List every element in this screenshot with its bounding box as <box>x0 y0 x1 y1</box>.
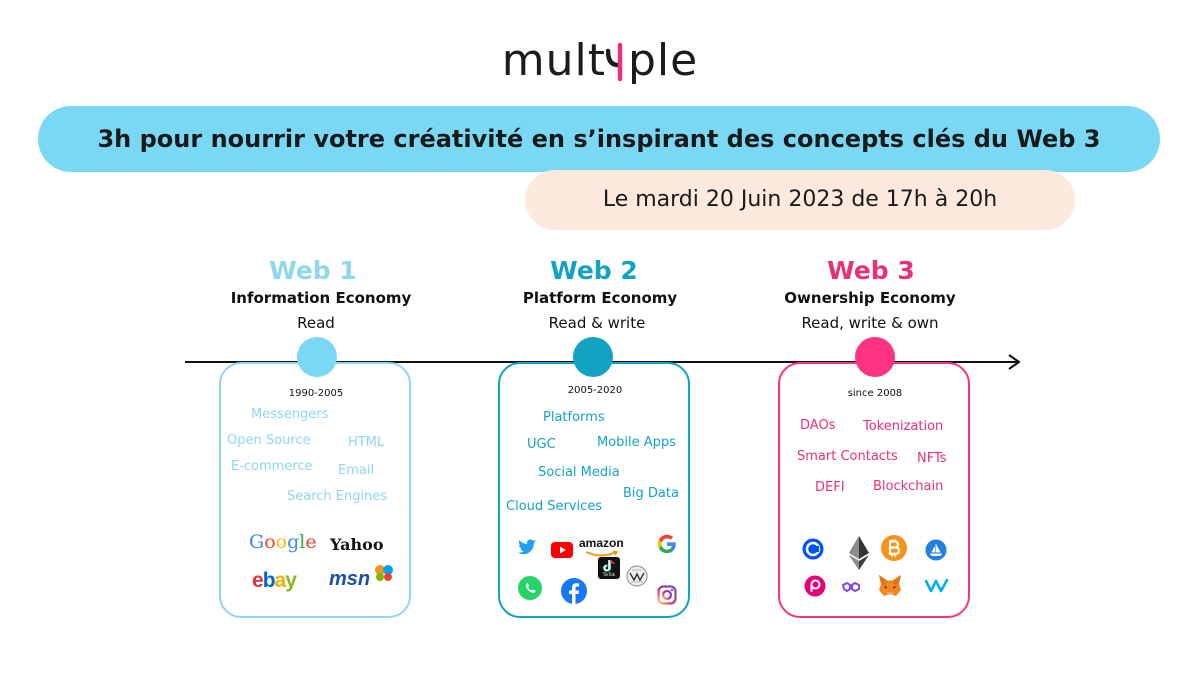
logo-text-left: mult <box>501 35 606 86</box>
web2-keyword: Mobile Apps <box>597 435 676 450</box>
google-logo: Google <box>249 531 317 553</box>
banner-title: 3h pour nourrir votre créativité en s’inspirant des concepts clés du Web 3 <box>97 125 1101 153</box>
web1-period: 1990-2005 <box>288 388 344 399</box>
web2-keyword: Big Data <box>623 486 679 501</box>
google-g-icon <box>656 533 678 555</box>
web2-keyword: Cloud Services <box>506 499 603 514</box>
coinbase-icon <box>802 538 824 560</box>
ethereum-icon <box>848 536 870 570</box>
tiktok-label: TikTok <box>602 572 616 577</box>
web3-keyword: Tokenization <box>863 419 944 434</box>
ebay-logo: ebay <box>252 569 296 592</box>
google-icon <box>656 533 678 561</box>
web2-period: 2005-2020 <box>567 385 623 396</box>
web3-period: since 2008 <box>847 388 903 399</box>
logo-text-right: ple <box>628 35 699 86</box>
web1-keyword: Email <box>338 463 375 478</box>
wikipedia-icon <box>626 565 648 587</box>
amazon-logo-text: amazon <box>579 536 624 550</box>
web1-keyword: E-commerce <box>231 459 313 474</box>
web3-timeline-dot <box>855 337 895 377</box>
web3-keyword: NFTs <box>917 451 947 466</box>
msn-logo-text: msn <box>329 568 371 590</box>
web1-keyword: Open Source <box>227 433 311 448</box>
web2-keyword: Platforms <box>543 410 605 425</box>
arrow-right-icon <box>1005 353 1023 371</box>
web1-title: Web 1 <box>269 256 357 285</box>
web2-keyword: Social Media <box>538 465 620 480</box>
msn-logo <box>329 568 370 591</box>
amazon-logo <box>579 536 624 550</box>
web3-title: Web 3 <box>827 256 915 285</box>
web1-timeline-dot <box>297 337 337 377</box>
web2-title: Web 2 <box>550 256 638 285</box>
web1-keyword: HTML <box>348 435 385 450</box>
web3-mode: Read, write & own <box>801 314 939 332</box>
youtube-icon <box>551 542 573 558</box>
metamask-icon <box>877 574 903 598</box>
bitcoin-icon <box>880 534 908 562</box>
web2-economy: Platform Economy <box>522 289 678 307</box>
web3-economy: Ownership Economy <box>784 289 956 307</box>
tiktok-note-icon <box>598 557 620 573</box>
whatsapp-icon <box>517 575 543 601</box>
opensea-icon <box>925 539 947 561</box>
web3-keyword: DEFI <box>815 480 845 495</box>
web2-mode: Read & write <box>548 314 646 332</box>
web3-keyword: DAOs <box>800 418 836 433</box>
butterfly-icon <box>374 564 394 582</box>
web3-keyword: Smart Contacts <box>797 449 898 464</box>
logo-mark-icon <box>606 39 628 83</box>
polygon-icon <box>841 578 861 596</box>
polkadot-icon <box>804 575 826 597</box>
web2-timeline-dot <box>573 337 613 377</box>
waves-icon <box>925 578 949 594</box>
instagram-icon <box>657 585 677 605</box>
twitter-icon <box>516 536 538 558</box>
web2-keyword: UGC <box>527 437 556 452</box>
event-date: Le mardi 20 Juin 2023 de 17h à 20h <box>602 187 998 212</box>
facebook-icon <box>560 577 588 605</box>
web1-keyword: Search Engines <box>287 489 388 504</box>
web1-keyword: Messengers <box>251 407 329 422</box>
web1-economy: Information Economy <box>230 289 412 307</box>
web3-keyword: Blockchain <box>873 479 944 494</box>
tiktok-icon <box>598 557 620 579</box>
web1-mode: Read <box>297 314 335 332</box>
brand-logo <box>0 36 1200 86</box>
yahoo-logo: Yahoo <box>330 535 384 554</box>
